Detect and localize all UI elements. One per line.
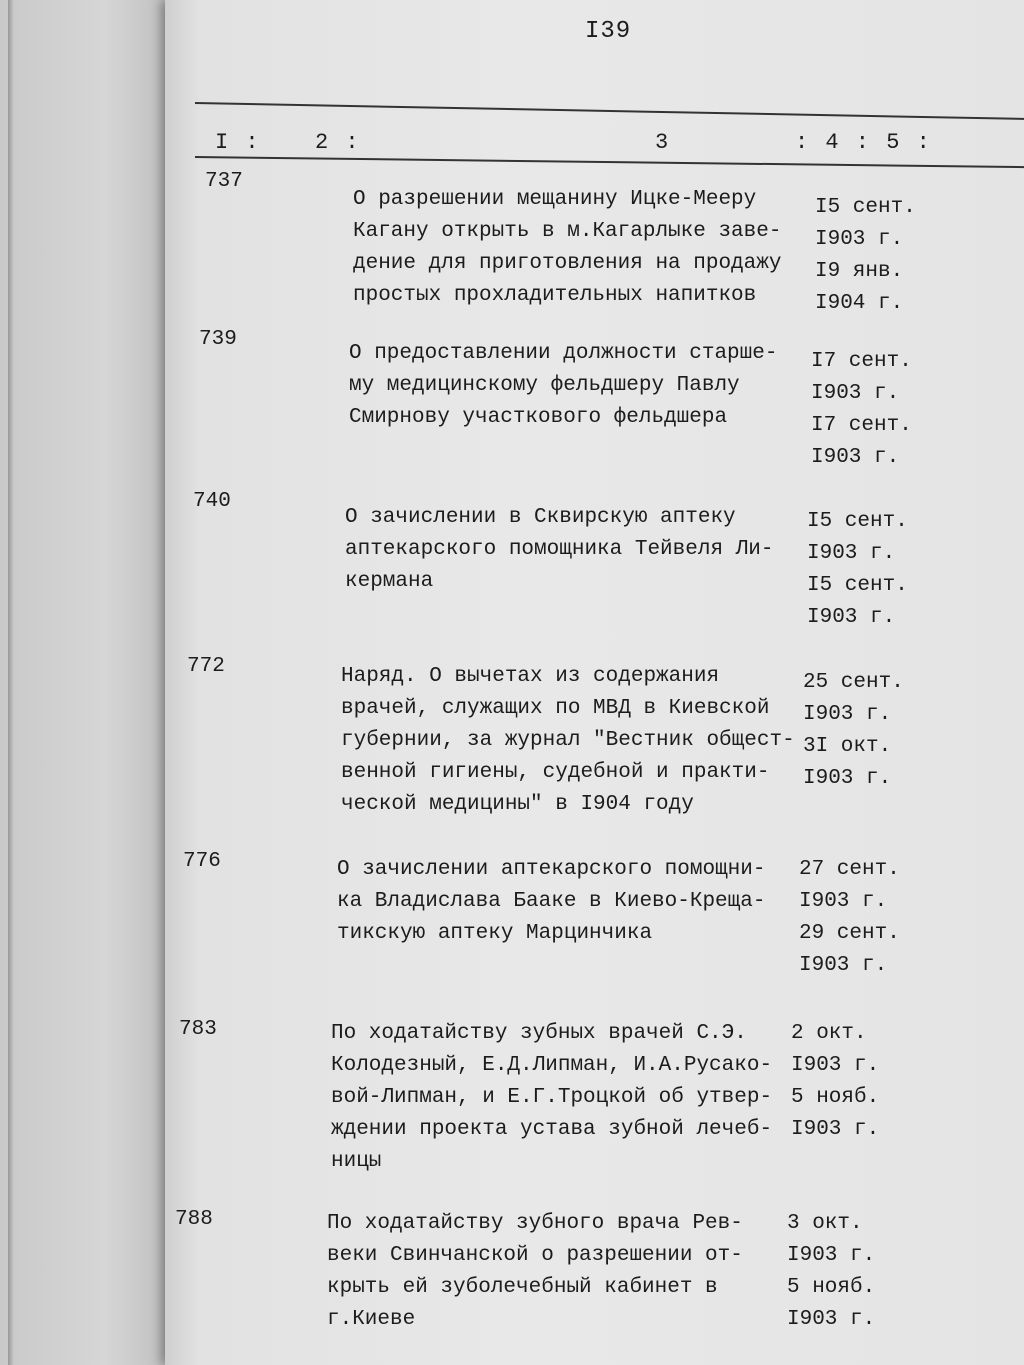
entry-dates: 2 окт. I903 г. 5 нояб. I903 г. [791, 1022, 880, 1141]
entry-dates: 27 сент. I903 г. 29 сент. I903 г. [799, 858, 900, 977]
entry-number: 783 [179, 1018, 217, 1041]
entry-dates: I7 сент. I903 г. I7 сент. I903 г. [811, 350, 912, 469]
entry-number: 772 [187, 655, 225, 678]
entry-description: Наряд. О вычетах из содержания врачей, служащих по МВД в Киевской губернии, за журнал "Вестник общест- венной гигиены, судебной и практи- ческой медицины" в I904 году [341, 665, 795, 816]
entry-number: 739 [199, 328, 237, 351]
facing-page-edge [0, 0, 175, 1365]
entry-dates: I5 сент. I903 г. I9 янв. I904 г. [815, 196, 916, 315]
header-bottom-rule [195, 156, 1024, 168]
entry-description: О предоставлении должности старше- му медицинскому фельдшеру Павлу Смирнову участкового фельдшера [349, 342, 778, 429]
entry-dates: 25 сент. I903 г. 3I окт. I903 г. [803, 671, 904, 790]
entry-number: 776 [183, 850, 221, 873]
document-page [165, 0, 1024, 1365]
entry-description: По ходатайству зубного врача Рев- веки Свинчанской о разрешении от- крыть ей зуболечебный кабинет в г.Киеве [327, 1212, 743, 1331]
header-col-4-5: : 4 : 5 : [795, 130, 932, 155]
page-number: I39 [585, 18, 632, 45]
header-top-rule [195, 102, 1024, 120]
entry-description: По ходатайству зубных врачей С.Э. Колодезный, Е.Д.Липман, И.А.Русако- вой-Липман, и Е.Г.Троцкой об утвер- ждении проекта устава зубной лечеб- ницы [331, 1022, 773, 1173]
entry-number: 740 [193, 490, 231, 513]
entry-description: О разрешении мещанину Ицке-Мееру Кагану открыть в м.Кагарлыке заве- дение для приготовления на продажу простых прохладительных напитков [353, 188, 782, 307]
entry-number: 737 [205, 170, 243, 193]
entry-dates: 3 окт. I903 г. 5 нояб. I903 г. [787, 1212, 876, 1331]
entry-dates: I5 сент. I903 г. I5 сент. I903 г. [807, 510, 908, 629]
entry-description: О зачислении в Сквирскую аптеку аптекарского помощника Тейвеля Ли- кермана [345, 506, 774, 593]
book-gutter-shadow [8, 0, 14, 1365]
header-col-2: 2 : [315, 130, 361, 155]
header-col-3: 3 [655, 130, 671, 155]
header-col-1: I : [215, 130, 261, 155]
entry-description: О зачислении аптекарского помощни- ка Владислава Бааке в Киево-Крещa- тикскую аптеку Марцинчика [337, 858, 766, 945]
entry-number: 788 [175, 1208, 213, 1231]
